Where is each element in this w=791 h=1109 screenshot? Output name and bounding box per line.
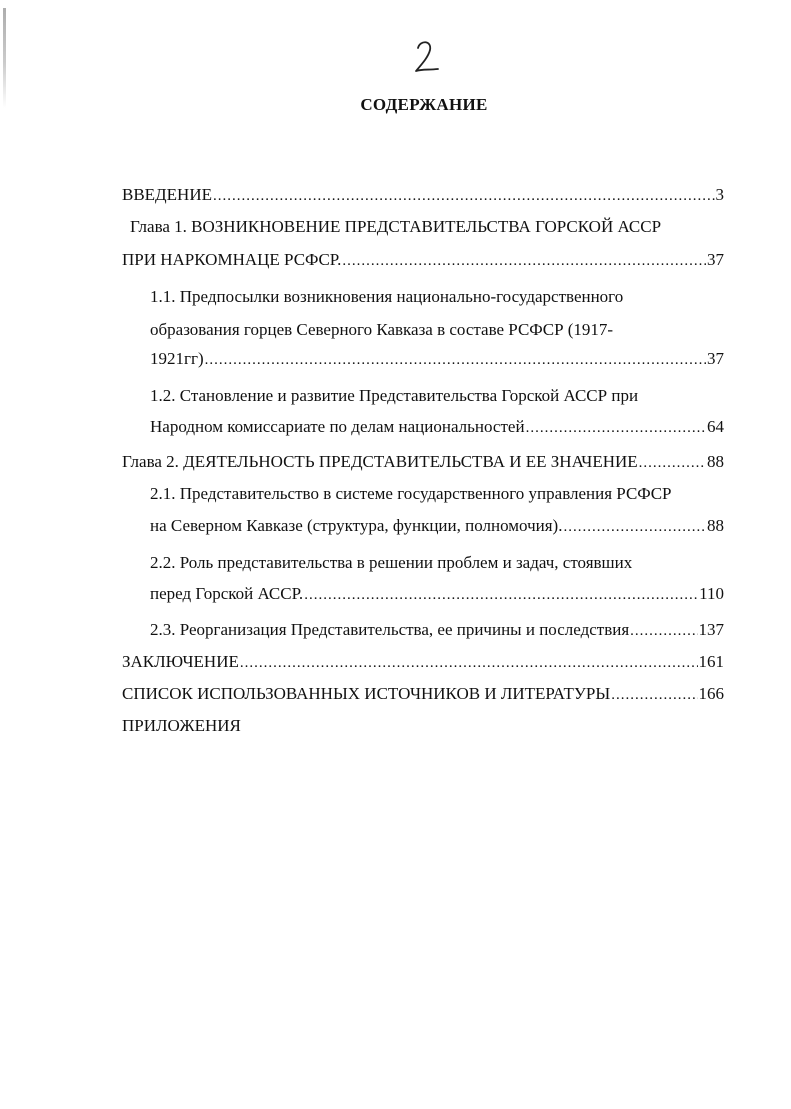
toc-entry-2-3[interactable]	[150, 619, 724, 641]
toc-entry-label: ВВЕДЕНИЕ	[122, 185, 212, 204]
toc-leader-dots	[213, 185, 715, 207]
toc-leader-dots	[526, 417, 706, 439]
toc-entry-page: 88	[707, 452, 724, 471]
toc-leader-dots	[304, 584, 698, 606]
toc-entry-page: 3	[715, 185, 724, 204]
toc-entry-sources[interactable]	[122, 683, 724, 705]
toc-entry-1-2-title[interactable]: 1.2. Становление и развитие Представительства Горской АССР при	[150, 386, 639, 405]
toc-leader-dots	[611, 684, 697, 706]
toc-leader-dots	[205, 349, 706, 371]
scan-edge-mark	[3, 8, 6, 108]
toc-entry-intro[interactable]	[122, 184, 724, 206]
page-title: СОДЕРЖАНИЕ	[360, 95, 488, 114]
toc-entry-2-2[interactable]	[150, 583, 724, 605]
toc-entry-label: 1921гг)	[150, 349, 204, 368]
toc-entry-1-2[interactable]	[150, 416, 724, 438]
toc-entry-page: 37	[707, 349, 724, 368]
toc-entry-page: 64	[707, 417, 724, 436]
toc-leader-dots	[639, 452, 706, 474]
toc-entry-page: 137	[698, 620, 724, 639]
toc-entry-2-2-title[interactable]: 2.2. Роль представительства в решении проблем и задач, стоявших	[150, 553, 633, 572]
toc-entry-conclusion[interactable]	[122, 651, 724, 673]
toc-entry-page: 110	[699, 584, 724, 603]
toc-entry-page: 161	[698, 652, 724, 671]
toc-entry-label: СПИСОК ИСПОЛЬЗОВАННЫХ ИСТОЧНИКОВ И ЛИТЕРАТУРЫ	[122, 684, 611, 703]
toc-entry-label: ЗАКЛЮЧЕНИЕ	[122, 652, 239, 671]
toc-leader-dots	[630, 620, 697, 642]
toc-leader-dots	[563, 516, 706, 538]
toc-entry-chapter-1[interactable]	[122, 249, 724, 271]
toc-entry-1-1[interactable]	[150, 348, 724, 370]
toc-entry-2-1-title[interactable]: 2.1. Представительство в системе государственного управления РСФСР	[150, 484, 672, 503]
toc-entry-page: 166	[698, 684, 724, 703]
toc-entry-1-1-title-cont[interactable]: образования горцев Северного Кавказа в составе РСФСР (1917-	[150, 320, 614, 339]
toc-entry-label: перед Горской АССР.	[150, 584, 304, 603]
toc-entry-chapter-2[interactable]	[122, 451, 724, 473]
toc-entry-chapter-1-title[interactable]: Глава 1. ВОЗНИКНОВЕНИЕ ПРЕДСТАВИТЕЛЬСТВА ГОРСКОЙ АССР	[130, 217, 662, 236]
toc-entry-page: 88	[707, 516, 724, 535]
toc-leader-dots	[240, 652, 698, 674]
toc-leader-dots	[342, 250, 706, 272]
toc-entry-label: Народном комиссариате по делам национальностей	[150, 417, 525, 436]
toc-entry-1-1-title[interactable]: 1.1. Предпосылки возникновения национально-государственного	[150, 287, 624, 306]
handwritten-page-number	[412, 38, 442, 74]
toc-entry-label: Глава 2. ДЕЯТЕЛЬНОСТЬ ПРЕДСТАВИТЕЛЬСТВА И ЕЕ ЗНАЧЕНИЕ	[122, 452, 638, 471]
toc-entry-label: на Северном Кавказе (структура, функции, полномочия).	[150, 516, 563, 535]
toc-entry-2-1[interactable]	[150, 515, 724, 537]
toc-entry-label: 2.3. Реорганизация Представительства, ее причины и последствия	[150, 620, 630, 639]
toc-entry-appendices[interactable]: ПРИЛОЖЕНИЯ	[122, 716, 241, 735]
toc-entry-page: 37	[707, 250, 724, 269]
toc-entry-label: ПРИ НАРКОМНАЦЕ РСФСР.	[122, 250, 342, 269]
